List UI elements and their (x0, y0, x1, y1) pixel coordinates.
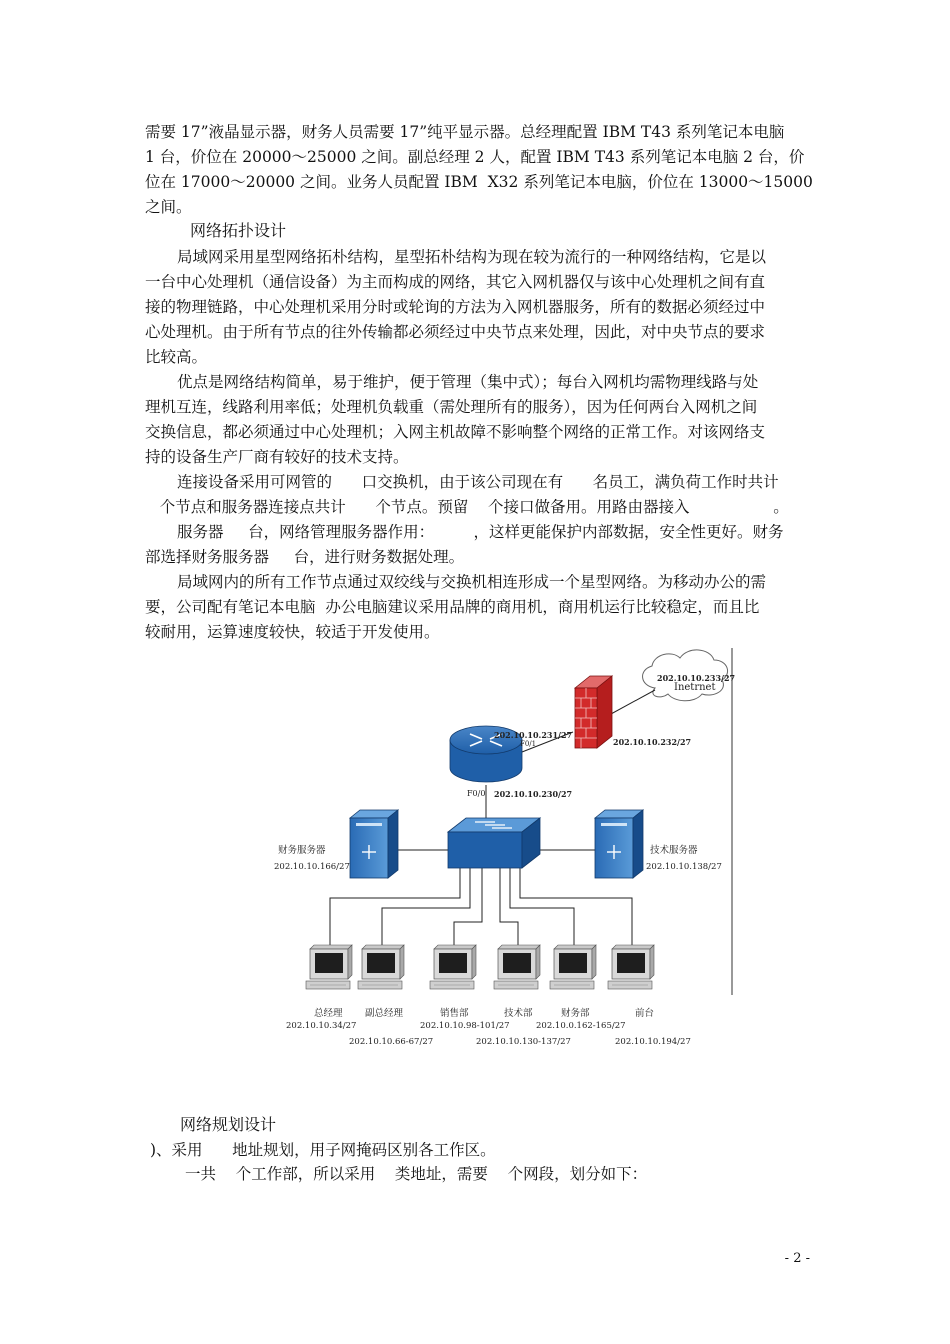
pc-ip-label: 202.10.10.130-137/27 (476, 1037, 571, 1047)
computer-icon (494, 945, 540, 989)
computer-icon (306, 945, 352, 989)
heading-plan: 网络规划设计 (180, 1115, 277, 1134)
finance-server-icon (350, 810, 398, 878)
network-topology-diagram (270, 640, 740, 1060)
pc-label: 财务部 (561, 1008, 590, 1019)
text-line: 比较高。 (145, 348, 208, 366)
cloud-ip-label: 202.10.10.233/27 (657, 673, 736, 683)
router-port-bottom-label: F0/0 (467, 789, 486, 798)
router-ip-bottom-label: 202.10.10.230/27 (494, 789, 573, 799)
text-line: 要，公司配有笔记本电脑 办公电脑建议采用品牌的商用机，商用机运行比较稳定，而且比 (145, 598, 760, 616)
text-line: 位在 17000～20000 之间。业务人员配置 IBM X32 系列笔记本电脑，价位在 13000～15000 (145, 173, 813, 191)
tech-server-ip: 202.10.10.138/27 (646, 862, 722, 872)
text-line: 之间。 (145, 198, 192, 216)
pc-label: 前台 (635, 1008, 655, 1019)
computer-icon (550, 945, 596, 989)
finance-server-label: 财务服务器 (278, 845, 326, 856)
pc-ip-label: 202.10.10.34/27 (286, 1021, 357, 1031)
firewall-icon (575, 676, 612, 748)
router-ip-top-label: 202.10.10.231/27 (494, 730, 573, 740)
pc-label: 总经理 (314, 1008, 343, 1019)
pc-label: 副总经理 (365, 1008, 404, 1019)
text-line: 局域网采用星型网络拓朴结构，星型拓朴结构为现在较为流行的一种网络结构，它是以 (177, 248, 767, 266)
text-line: 1 台，价位在 20000～25000 之间。副总经理 2 人，配置 IBM T43 系列笔记本电脑 2 台，价 (145, 148, 805, 166)
tech-server-label: 技术服务器 (650, 845, 698, 856)
page-number: - 2 - (784, 1251, 810, 1266)
heading-topology: 网络拓扑设计 (190, 221, 287, 240)
text-line: 个节点和服务器连接点共计 个节点。预留 个接口做备用。用路由器接入 。 (145, 498, 789, 516)
text-line: 优点是网络结构简单，易于维护，便于管理（集中式）；每台入网机均需物理线路与处 (177, 373, 759, 391)
pc-ip-label: 202.10.10.66-67/27 (349, 1037, 434, 1047)
text-line: 一台中心处理机（通信设备）为主而构成的网络，其它入网机器仅与该中心处理机之间有直 (145, 273, 766, 291)
pc-ip-label: 202.10.10.98-101/27 (420, 1021, 510, 1031)
text-line: 局域网内的所有工作节点通过双绞线与交换机相连形成一个星型网络。为移动办公的需 (177, 573, 767, 591)
router-port-top-label: F0/1 (520, 740, 537, 748)
text-line: 部选择财务服务器 台，进行财务数据处理。 (145, 548, 465, 566)
text-line: 交换信息，都必须通过中心处理机；入网主机故障不影响整个网络的正常工作。对该网络支 (145, 423, 766, 441)
text-line: )、采用 地址规划，用子网掩码区别各工作区。 (150, 1141, 496, 1159)
tech-server-icon (595, 810, 643, 878)
pc-label: 销售部 (440, 1008, 469, 1019)
text-line: 需要 17”液晶显示器，财务人员需要 17”纯平显示器。总经理配置 IBM T43 系列笔记本电脑 (145, 123, 785, 141)
computer-icon (358, 945, 404, 989)
finance-server-ip: 202.10.10.166/27 (274, 862, 350, 872)
pc-ip-label: 202.10.0.162-165/27 (536, 1021, 626, 1031)
text-line: 接的物理链路，中心处理机采用分时或轮询的方法为入网机器服务，所有的数据必须经过中 (145, 298, 766, 316)
text-line: 理机互连，线路利用率低；处理机负载重（需处理所有的服务），因为任何两台入网机之间 (145, 398, 758, 416)
switch-icon (448, 818, 540, 868)
text-line: 一共 个工作部，所以采用 类地址，需要 个网段，划分如下： (185, 1165, 648, 1183)
text-line: 较耐用，运算速度较快，较适于开发使用。 (145, 623, 440, 641)
text-line: 持的设备生产厂商有较好的技术支持。 (145, 448, 409, 466)
cloud-label: Inetrnet (674, 682, 716, 693)
computer-icon (430, 945, 476, 989)
text-line: 服务器 台，网络管理服务器作用： ，这样更能保护内部数据，安全性更好。财务 (177, 523, 784, 541)
computer-icon (608, 945, 654, 989)
text-line: 连接设备采用可网管的 口交换机，由于该公司现在有 名员工，满负荷工作时共计 (177, 473, 779, 491)
pc-label: 技术部 (504, 1008, 533, 1019)
pc-ip-label: 202.10.10.194/27 (615, 1037, 691, 1047)
firewall-ip-label: 202.10.10.232/27 (613, 737, 692, 747)
text-line: 心处理机。由于所有节点的往外传输都必须经过中央节点来处理，因此，对中央节点的要求 (145, 323, 766, 341)
